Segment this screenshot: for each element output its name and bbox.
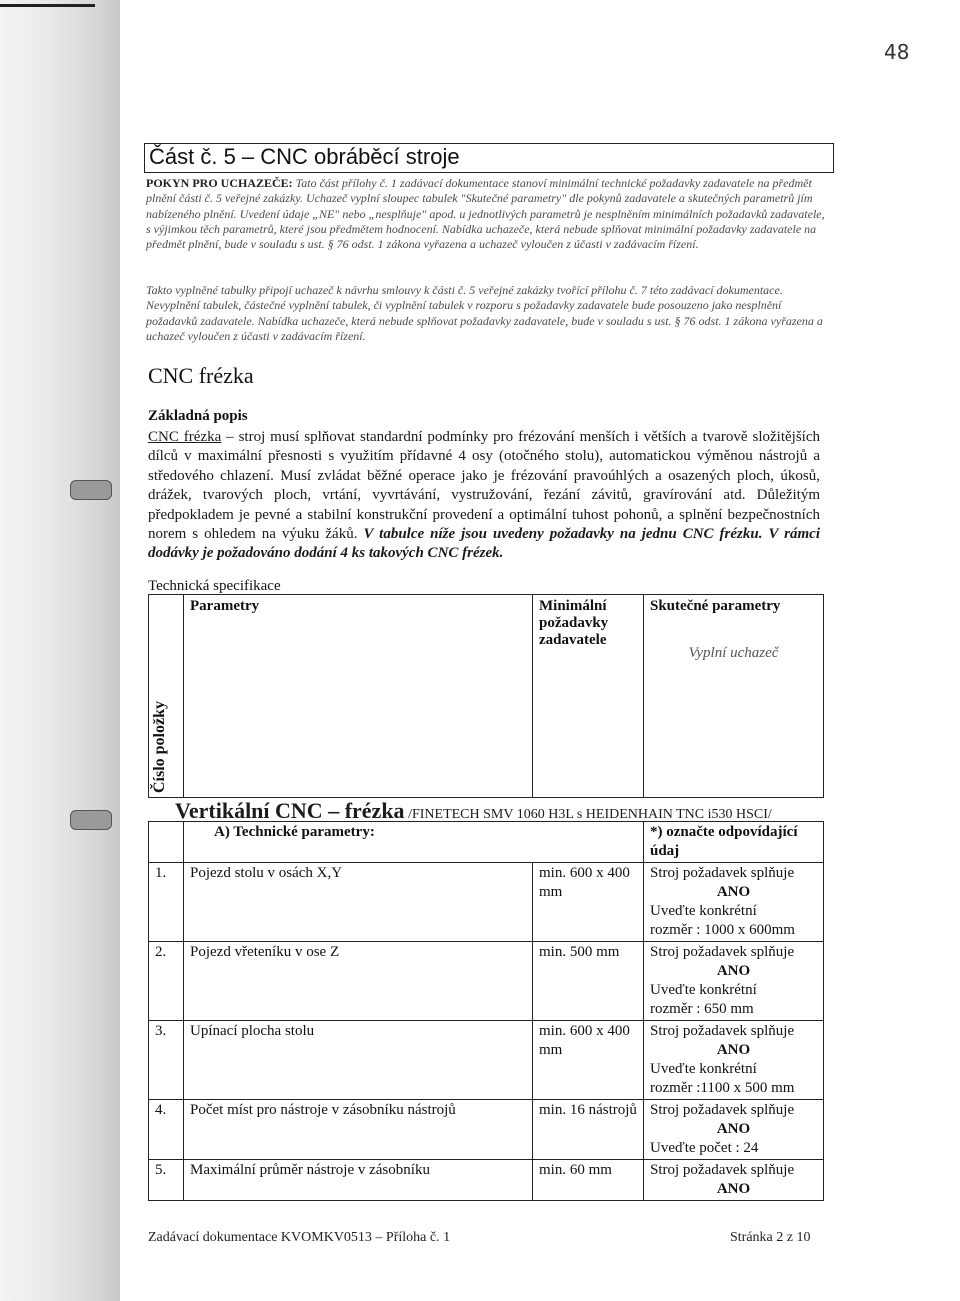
basic-description-heading: Základná popis xyxy=(148,408,248,424)
item-number-label: Číslo položky xyxy=(151,700,168,793)
actual-parameters-label: Skutečné parametry xyxy=(650,598,781,614)
technical-spec-heading: Technická specifikace xyxy=(148,578,281,594)
section-title: Část č. 5 – CNC obráběcí stroje xyxy=(149,144,460,169)
instructions-paragraph-1 xyxy=(146,176,826,252)
meets-requirement-text: Stroj požadavek splňuje xyxy=(650,1023,795,1039)
technical-parameters-table xyxy=(148,821,824,1201)
description-bold-note: V tabulce níže jsou uvedeny požadavky na jednu CNC frézku. V rámci dodávky je požadováno dodání 4 ks takových CNC frézek. xyxy=(148,526,820,562)
instructions-label: POKYN PRO UCHAZEČE: xyxy=(146,176,293,190)
table-row xyxy=(149,863,824,942)
specified-value: rozměr : 650 mm xyxy=(650,1001,754,1017)
machine-model-name: Vertikální CNC – frézka xyxy=(175,798,405,822)
row-number: 5. xyxy=(149,1160,184,1201)
row-actual xyxy=(644,863,824,942)
meets-requirement-text: Stroj požadavek splňuje xyxy=(650,865,795,881)
row-number: 3. xyxy=(149,1021,184,1100)
group-label: A) Technické parametry: xyxy=(184,822,644,863)
actual-parameters-column-header xyxy=(644,595,824,798)
description-text: – stroj musí splňovat standardní podmínky pro frézování menších i větších a tvarově složitějších dílců v maximální přesnosti s využitím přídavné 4 osy (otočného stolu), automatickou výměnou nástrojů a středového chlazení. Musí zvládat běžné operace jako je frézování pravoúhlých a osazených ploch, úkosů, drážek, tvarových ploch, vrtání, vyvrtávání, vystružování, řezání závitů, gravírování atd. Důležitým předpokladem je pevné a stabilní konstrukční provedení a optimální tuhost pohonů, a splnění bezpečnostních norem s ohledem na výuku žáků. xyxy=(148,429,820,543)
ano-value: ANO xyxy=(716,1042,751,1058)
row-minimum: min. 600 x 400 mm xyxy=(533,863,644,942)
row-parameter: Pojezd stolu v osách X,Y xyxy=(184,863,533,942)
row-minimum: min. 16 nástrojů xyxy=(533,1100,644,1160)
footer-document-id: Zadávací dokumentace KVOMKV0513 – Příloha č. 1 xyxy=(148,1230,451,1245)
table-row xyxy=(149,1021,824,1100)
meets-requirement-text: Stroj požadavek splňuje xyxy=(650,944,795,960)
description-term: CNC frézka xyxy=(148,429,222,445)
row-minimum: min. 500 mm xyxy=(533,942,644,1021)
machine-model-row xyxy=(148,797,823,822)
section-title-box xyxy=(144,143,834,173)
row-actual xyxy=(644,1160,824,1201)
row-minimum: min. 600 x 400 mm xyxy=(533,1021,644,1100)
ano-value: ANO xyxy=(716,884,751,900)
specify-label: Uveďte konkrétní xyxy=(650,903,757,919)
table-row xyxy=(149,942,824,1021)
item-number-column-header xyxy=(149,595,184,798)
group-note: *) označte odpovídající údaj xyxy=(644,822,824,863)
footer-page-number: Stránka 2 z 10 xyxy=(730,1230,811,1245)
table-row xyxy=(149,1100,824,1160)
cnc-heading: CNC frézka xyxy=(148,363,254,388)
parameters-column-header: Parametry xyxy=(184,595,533,798)
meets-requirement-text: Stroj požadavek splňuje xyxy=(650,1162,795,1178)
row-number: 2. xyxy=(149,942,184,1021)
row-number: 1. xyxy=(149,863,184,942)
row-parameter: Maximální průměr nástroje v zásobníku xyxy=(184,1160,533,1201)
parameters-header-table xyxy=(148,594,824,798)
meets-requirement-text: Stroj požadavek splňuje xyxy=(650,1102,795,1118)
binder-clip xyxy=(70,480,112,500)
instructions-text-1: Tato část přílohy č. 1 zadávací dokumentace stanoví minimální technické požadavky zadavatele na předmět plnění části č. 5 veřejné zakázky. Uchazeč vyplní sloupec tabulek "Skutečné parametry" dle pokynů zadavatele a skutečných parametrů jím nabízeného plnění. Uvedení údaje „NE" nebo „nesplňuje" apod. u jednotlivých parametrů je nesplněním minimálních požadavků zadavatele, s výjimkou těch parametrů, které jsou předmětem hodnocení. Nabídka uchazeče, která nebude splňovat minimální požadavky zadavatele na předmět plnění, bude v souladu s ust. § 76 odst. 1 zákona vyřazena a uchazeč vyloučen z účasti v zadávacím řízení. xyxy=(146,176,825,252)
row-minimum: min. 60 mm xyxy=(533,1160,644,1201)
ano-value: ANO xyxy=(716,1121,751,1137)
scan-top-mark xyxy=(0,4,95,7)
table-row xyxy=(149,1160,824,1201)
machine-model-spec: /FINETECH SMV 1060 H3L s HEIDENHAIN TNC i530 HSCI/ xyxy=(404,807,772,822)
row-actual xyxy=(644,942,824,1021)
specified-value: Uveďte počet : 24 xyxy=(650,1140,759,1156)
ano-value: ANO xyxy=(716,963,751,979)
specified-value: rozměr : 1000 x 600mm xyxy=(650,922,795,938)
description-paragraph xyxy=(148,428,820,564)
specified-value: rozměr :1100 x 500 mm xyxy=(650,1080,795,1096)
row-parameter: Pojezd vřeteníku v ose Z xyxy=(184,942,533,1021)
specify-label: Uveďte konkrétní xyxy=(650,1061,757,1077)
ano-value: ANO xyxy=(716,1181,751,1197)
handwritten-page-number: 48 xyxy=(884,40,910,64)
scan-binding-edge xyxy=(0,0,120,1301)
row-actual xyxy=(644,1100,824,1160)
filled-by-bidder-note: Vyplní uchazeč xyxy=(688,645,779,661)
row-actual xyxy=(644,1021,824,1100)
instructions-paragraph-2: Takto vyplněné tabulky připojí uchazeč k návrhu smlouvy k části č. 5 veřejné zakázky tvořící přílohu č. 7 této zadávací dokumentace. Nevyplnění tabulek, částečné vyplnění tabulek, či vyplnění tabulek v rozporu s požadavky zadavatele bude posouzeno jako nesplnění požadavků zadavatele. Nabídka uchazeče, která nebude splňovat požadavky zadavatele, bude v souladu s ust. § 76 odst. 1 zákona vyřazena a uchazeč vyloučen z účasti v zadávacím řízení. xyxy=(146,283,823,343)
specify-label: Uveďte konkrétní xyxy=(650,982,757,998)
row-number: 4. xyxy=(149,1100,184,1160)
row-parameter: Počet míst pro nástroje v zásobníku nástrojů xyxy=(184,1100,533,1160)
row-parameter: Upínací plocha stolu xyxy=(184,1021,533,1100)
binder-clip xyxy=(70,810,112,830)
min-requirements-column-header: Minimální požadavky zadavatele xyxy=(533,595,644,798)
